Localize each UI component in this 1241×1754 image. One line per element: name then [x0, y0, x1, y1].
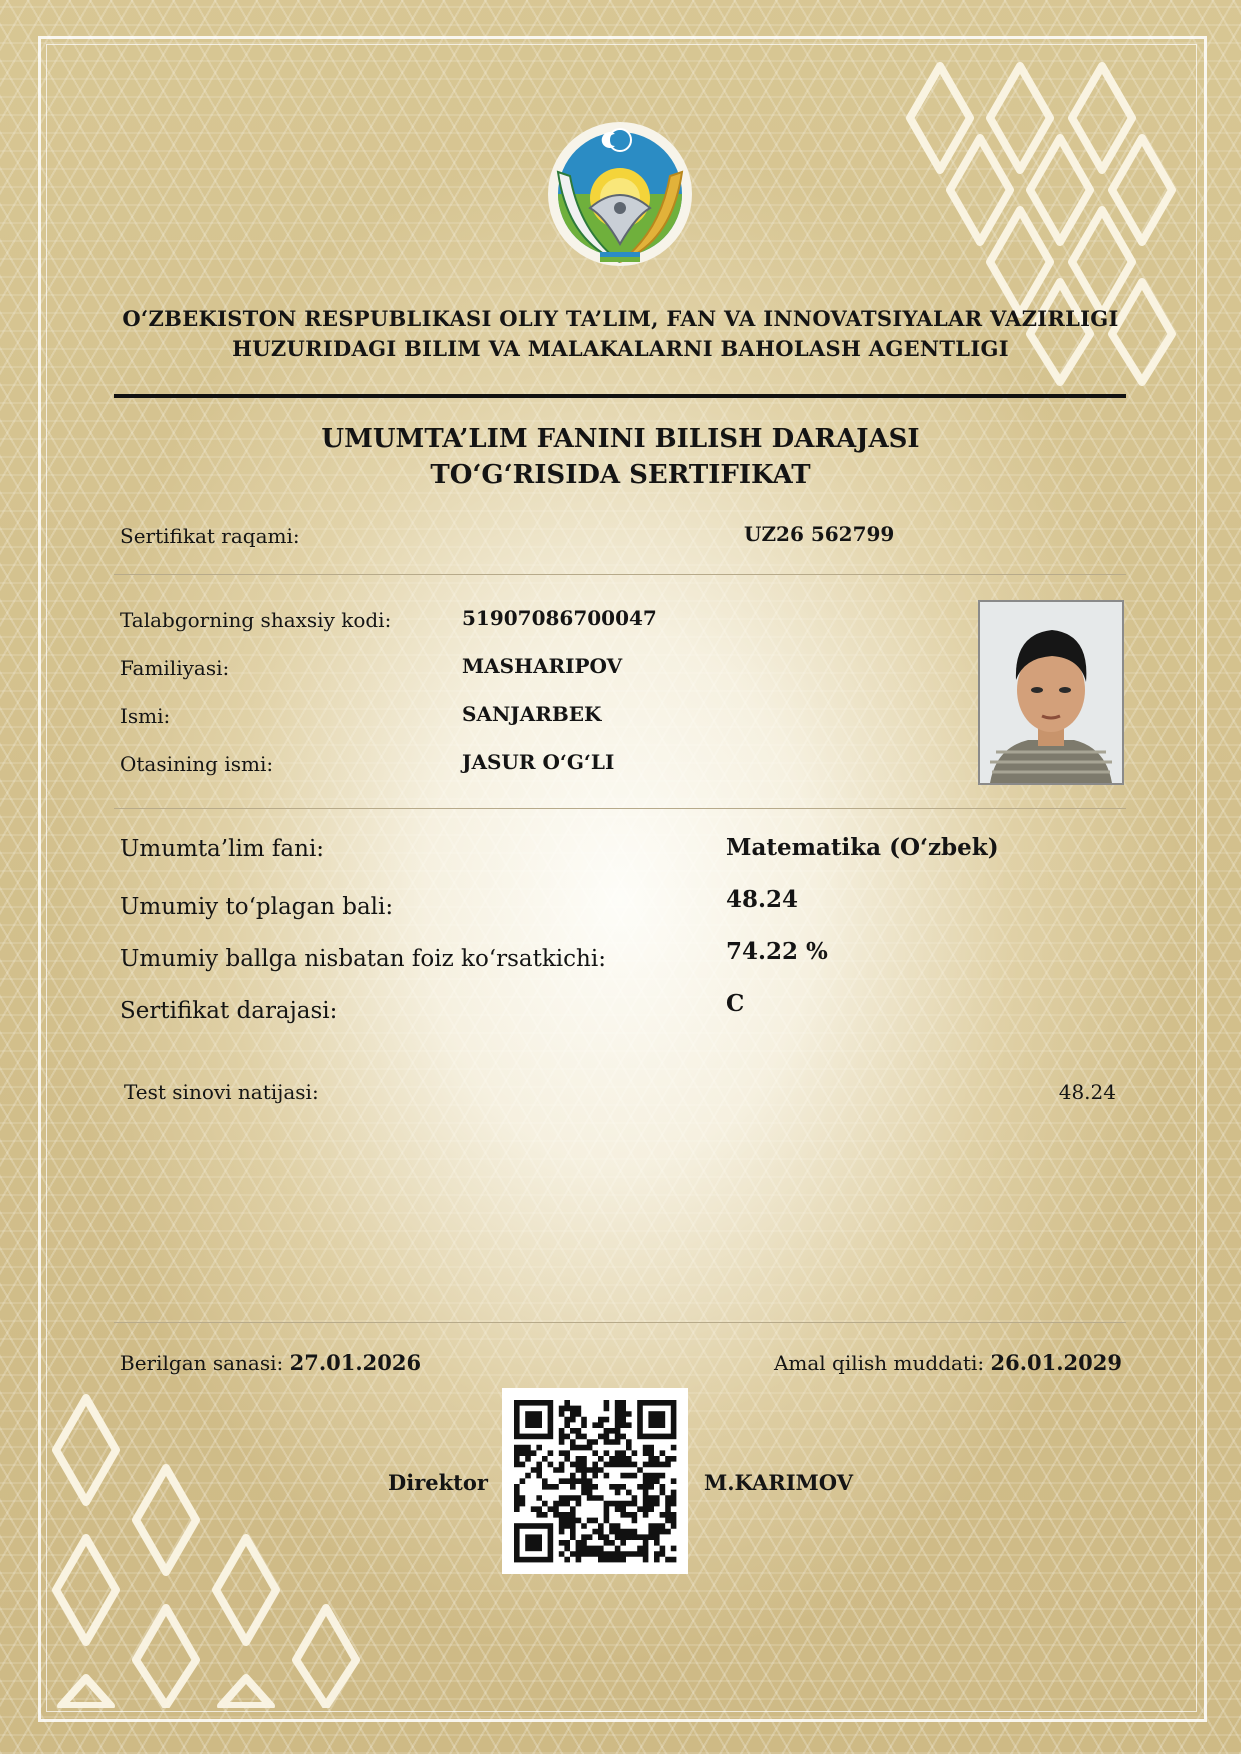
pin-value: 51907086700047: [462, 606, 657, 630]
certificate-number-label: Sertifikat raqami:: [120, 524, 300, 548]
patronymic-label: Otasining ismi:: [120, 752, 274, 776]
score-label: Umumiy to‘plagan bali:: [120, 894, 394, 920]
test-result-label: Test sinovi natijasi:: [124, 1080, 319, 1104]
grade-label: Sertifikat darajasi:: [120, 998, 338, 1024]
valid-until-label: Amal qilish muddati:: [773, 1351, 985, 1375]
org-line-2: HUZURIDAGI BILIM VA MALAKALARNI BAHOLASH AGENTLIGI: [232, 336, 1009, 361]
certificate-title-line-2: TO‘G‘RISIDA SERTIFIKAT: [430, 460, 811, 490]
divider-3: [114, 1322, 1126, 1323]
percent-value: 74.22 %: [726, 938, 828, 965]
patronymic-value: JASUR O‘G‘LI: [462, 750, 615, 774]
test-result-value: 48.24: [1058, 1080, 1116, 1104]
valid-until: [700, 1350, 1122, 1375]
holder-photo: [978, 600, 1124, 785]
header-divider: [114, 394, 1126, 398]
director-name: M.KARIMOV: [704, 1470, 853, 1495]
score-value: 48.24: [726, 886, 799, 913]
pin-label: Talabgorning shaxsiy kodi:: [120, 608, 392, 632]
verification-qr-code[interactable]: [502, 1388, 688, 1574]
issued-date-label: Berilgan sanasi:: [120, 1351, 284, 1375]
valid-until-value: 26.01.2029: [990, 1350, 1122, 1375]
certificate-title-line-1: UMUMTA’LIM FANINI BILISH DARAJASI: [321, 424, 920, 454]
state-emblem-icon: [540, 112, 700, 272]
org-line-1: O‘ZBEKISTON RESPUBLIKASI OLIY TA’LIM, FAN VA INNOVATSIYALAR VAZIRLIGI: [122, 306, 1119, 331]
certificate-number-value: UZ26 562799: [744, 522, 895, 546]
corner-ornament-top-right: [840, 46, 1195, 386]
surname-label: Familiyasi:: [120, 656, 230, 680]
surname-value: MASHARIPOV: [462, 654, 623, 678]
name-label: Ismi:: [120, 704, 171, 728]
director-title: Direktor: [388, 1470, 488, 1495]
qr-code-icon: [502, 1388, 688, 1574]
grade-value: C: [726, 990, 745, 1017]
subject-label: Umumta’lim fani:: [120, 836, 325, 862]
holder-photo-image: [980, 602, 1122, 783]
subject-value: Matematika (O‘zbek): [726, 834, 999, 861]
name-value: SANJARBEK: [462, 702, 602, 726]
percent-label: Umumiy ballga nisbatan foiz ko‘rsatkichi:: [120, 946, 606, 972]
corner-ornament-bottom-left: [46, 1388, 376, 1708]
issued-date-value: 27.01.2026: [289, 1350, 422, 1375]
divider-1: [114, 574, 1126, 575]
divider-2: [114, 808, 1126, 809]
issued-date: [120, 1350, 421, 1375]
